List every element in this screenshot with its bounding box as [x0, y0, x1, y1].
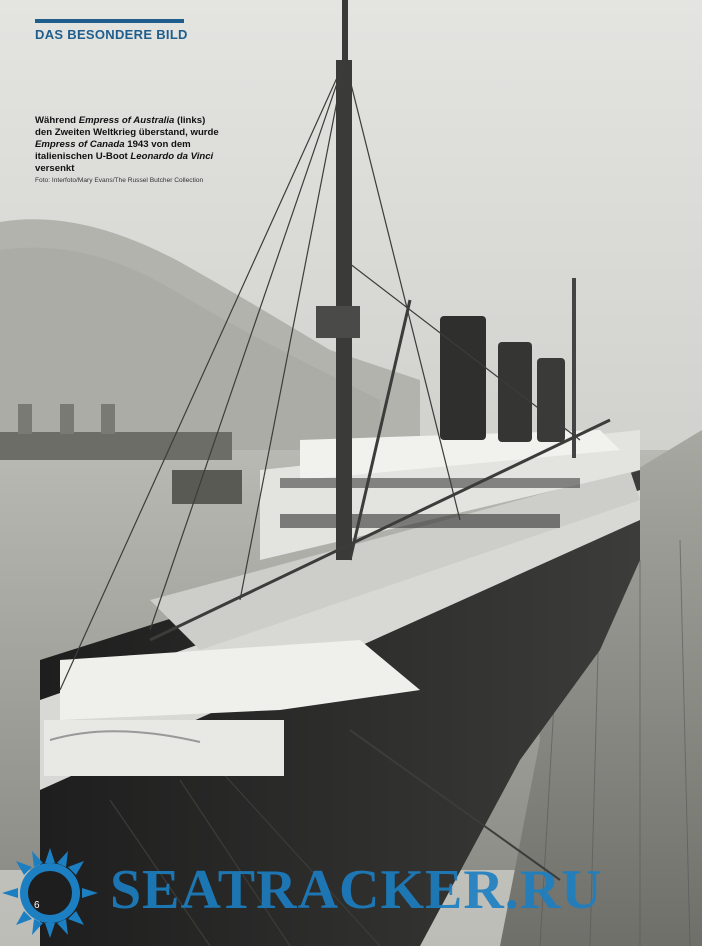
caption-text-2: (links) den Zweiten Weltkrieg überstand, wurde [35, 115, 219, 138]
section-label: DAS BESONDERE BILD [35, 27, 188, 42]
caption-ship-canada: Empress of Canada [35, 139, 125, 150]
section-rule [35, 19, 184, 23]
page-number: 6 [34, 900, 40, 911]
caption-text-1: Während [35, 115, 79, 126]
caption-submarine: Leonardo da Vinci [130, 151, 214, 162]
watermark-text: SEATRACKER.RU [110, 859, 603, 921]
sun-logo-icon [0, 848, 102, 938]
caption-ship-australia: Empress of Australia [78, 115, 175, 126]
caption-text-4: versenkt [35, 163, 75, 174]
photo-caption [35, 115, 220, 175]
photo-credit: Foto: Interfoto/Mary Evans/The Russel Butcher Collection [35, 177, 204, 184]
caption-text-3: 1943 von dem italienischen U-Boot [35, 139, 191, 162]
